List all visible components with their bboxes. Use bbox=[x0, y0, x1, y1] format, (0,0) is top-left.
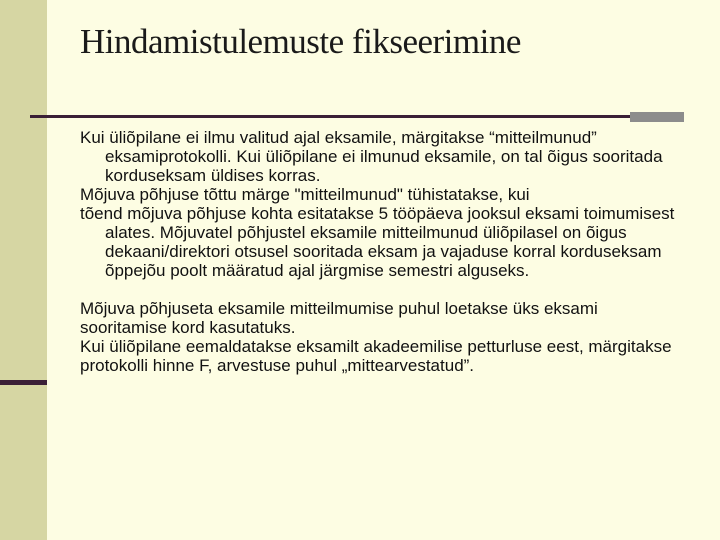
paragraph-valid-reason: Mõjuva põhjuse tõttu märge "mitteilmunud" tühistatakse, kui bbox=[80, 185, 530, 204]
secondary-paragraphs bbox=[80, 299, 680, 375]
paragraph-no-show: Kui üliõpilane ei ilmu valitud ajal eksamile, märgitakse “mitteilmunud” eksamiprotokolli. Kui üliõpilane ei ilmunud eksamile, on tal õigus sooritada korduseksam üldises korras. bbox=[80, 128, 663, 185]
left-decorative-band bbox=[0, 0, 47, 540]
paragraph-fraud: Kui üliõpilane eemaldatakse eksamilt akadeemilise petturluse eest, märgitakse protokolli hinne F, arvestuse puhul „mittearvestatud”. bbox=[80, 337, 672, 375]
paragraph-no-valid-reason: Mõjuva põhjuseta eksamile mitteilmumise puhul loetakse üks eksami sooritamise kord kasutatuks. bbox=[80, 299, 598, 337]
title-divider bbox=[30, 115, 630, 118]
slide-title: Hindamistulemuste fikseerimine bbox=[80, 22, 521, 61]
title-divider-accent bbox=[630, 112, 684, 122]
paragraph-certificate: tõend mõjuva põhjuse kohta esitatakse 5 tööpäeva jooksul eksami toimumisest alates. Mõjuvatel põhjustel eksamile mitteilmunud üliõpilasel on õigus dekaani/direktori otsusel sooritada eksam ja vajaduse korral korduseksam õppejõu poolt määratud ajal järgmise semestri alguseks. bbox=[80, 204, 675, 280]
left-accent-bar bbox=[0, 380, 47, 385]
slide-body bbox=[80, 128, 680, 375]
